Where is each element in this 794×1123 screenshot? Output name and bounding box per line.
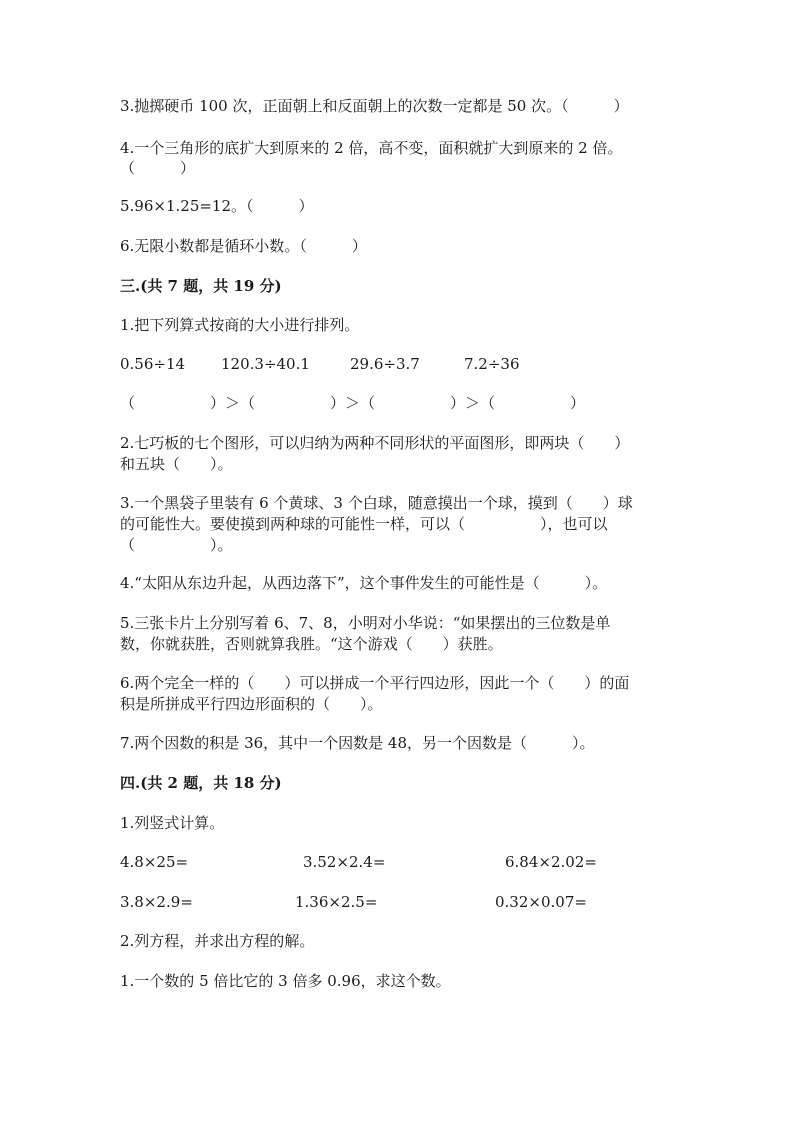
judgment-q3: 3.抛掷硬币 100 次，正面朝上和反面朝上的次数一定都是 50 次。（ ） (120, 97, 629, 115)
s4-q1-calc-4: 3.8×2.9= (120, 893, 193, 911)
s4-q2-sub1: 1.一个数的 5 倍比它的 3 倍多 0.96，求这个数。 (120, 972, 451, 990)
section4-heading: 四.(共 2 题，共 18 分) (120, 774, 282, 792)
judgment-q6: 6.无限小数都是循环小数。（ ） (120, 237, 367, 255)
s4-q2-text: 2.列方程，并求出方程的解。 (120, 932, 315, 950)
s4-q1-calc-2: 3.52×2.4= (303, 853, 386, 871)
s3-q1-expr-4: 7.2÷36 (464, 355, 520, 373)
s3-q1-expr-2: 120.3÷40.1 (221, 355, 310, 373)
s3-q3-line3: （ ）。 (120, 536, 233, 554)
s3-q1-text: 1.把下列算式按商的大小进行排列。 (120, 316, 360, 334)
judgment-q4-line1: 4.一个三角形的底扩大到原来的 2 倍，高不变，面积就扩大到原来的 2 倍。 (120, 139, 623, 157)
s3-q2-line1: 2.七巧板的七个图形，可以归纳为两种不同形状的平面图形，即两块（ ） (120, 434, 630, 452)
s4-q1-text: 1.列竖式计算。 (120, 814, 225, 832)
s4-q1-calc-1: 4.8×25= (120, 853, 189, 871)
judgment-q5: 5.96×1.25=12。（ ） (120, 197, 314, 215)
judgment-q4-line2: （ ） (120, 159, 196, 177)
s4-q1-calc-5: 1.36×2.5= (295, 893, 378, 911)
s4-q1-calc-3: 6.84×2.02= (505, 853, 597, 871)
s3-q6-line2: 积是所拼成平行四边形面积的（ ）。 (120, 695, 383, 713)
s3-q6-line1: 6.两个完全一样的（ ）可以拼成一个平行四边形，因此一个（ ）的面 (120, 674, 630, 692)
s3-q4: 4.“太阳从东边升起，从西边落下”，这个事件发生的可能性是（ ）。 (120, 574, 608, 592)
s3-q3-line2: 的可能性大。要使摸到两种球的可能性一样，可以（ ），也可以 (120, 515, 608, 533)
section3-heading: 三.(共 7 题，共 19 分) (120, 277, 282, 295)
s3-q7: 7.两个因数的积是 36，其中一个因数是 48，另一个因数是（ ）。 (120, 734, 595, 752)
s3-q1-expr-1: 0.56÷14 (120, 355, 186, 373)
s3-q1-expr-3: 29.6÷3.7 (350, 355, 420, 373)
s3-q5-line2: 数，你就获胜，否则就算我胜。“这个游戏（ ）获胜。 (120, 635, 503, 653)
s3-q1-blanks: （ ）＞（ ）＞（ ）＞（ ） (120, 394, 586, 412)
s3-q2-line2: 和五块（ ）。 (120, 455, 233, 473)
s3-q5-line1: 5.三张卡片上分别写着 6、7、8，小明对小华说：“如果摆出的三位数是单 (120, 614, 611, 632)
s4-q1-calc-6: 0.32×0.07= (495, 893, 587, 911)
s3-q3-line1: 3.一个黑袋子里装有 6 个黄球、3 个白球，随意摸出一个球，摸到（ ）球 (120, 494, 633, 512)
